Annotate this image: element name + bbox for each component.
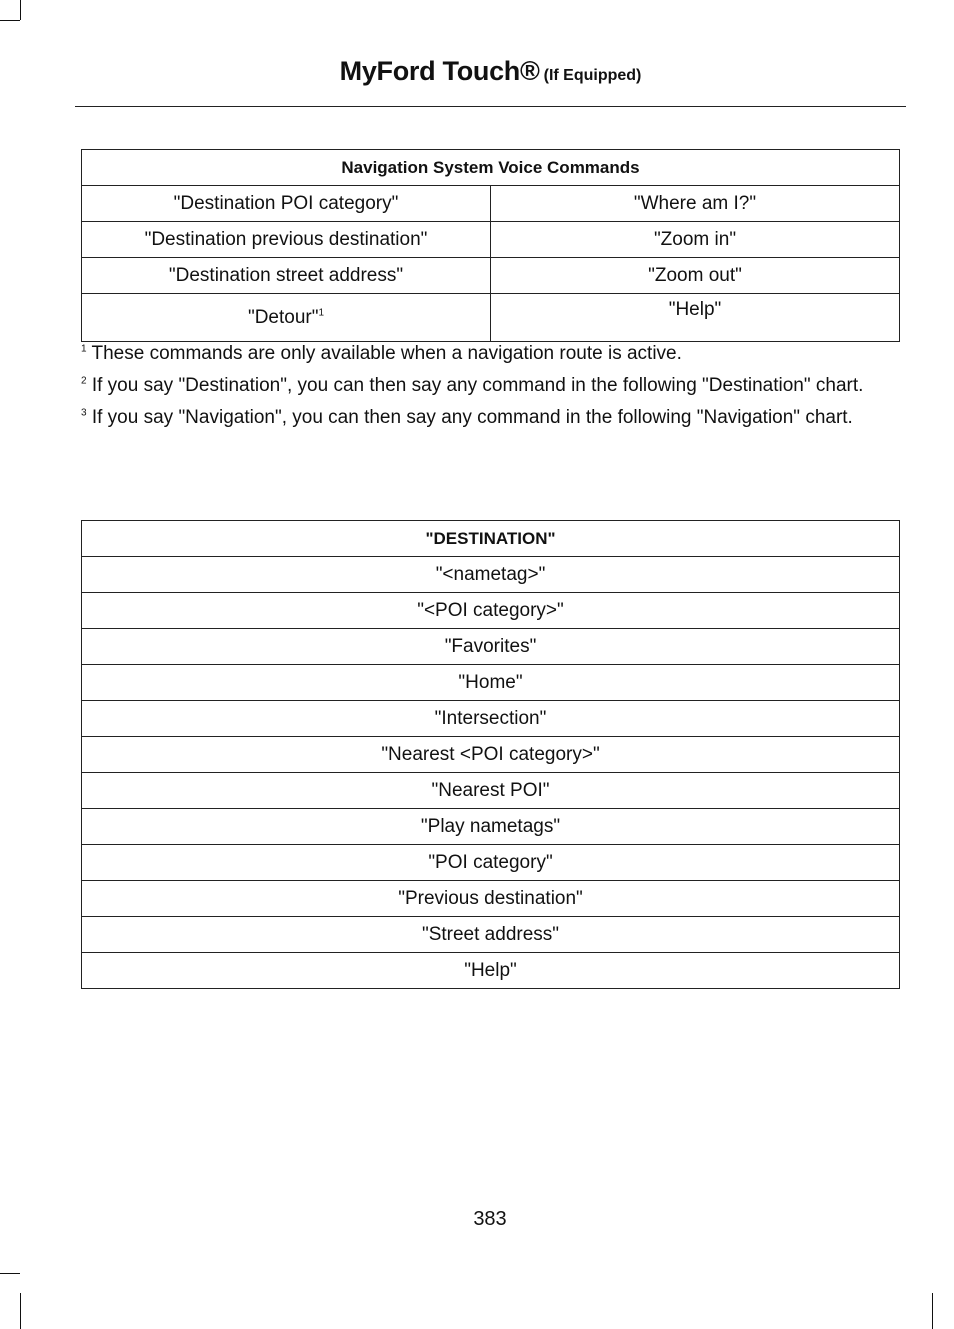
table-row: [82, 917, 900, 953]
table-row: [82, 809, 900, 845]
page-subtitle: (If Equipped): [543, 67, 642, 84]
footnote-mark: 1: [81, 343, 87, 355]
table-cell: [82, 294, 491, 342]
footnote-text: These commands are only available when a navigation route is active.: [91, 343, 682, 364]
table-heading: Navigation System Voice Commands: [82, 150, 900, 186]
page-header: [75, 56, 906, 107]
detour-command: "Detour": [247, 306, 319, 328]
table-row: [82, 881, 900, 917]
destination-commands-table: [81, 520, 900, 989]
page-title: MyFord Touch®: [339, 56, 540, 86]
table-cell: "Street address": [82, 917, 900, 953]
table-heading: "DESTINATION": [82, 521, 900, 557]
table-cell: "Destination previous destination": [82, 222, 491, 258]
footnote-text: If you say "Destination", you can then say any command in the following "Destination" chart.: [91, 375, 864, 396]
table-cell: "Zoom out": [491, 258, 900, 294]
footnote: [81, 374, 901, 398]
table-cell: "<POI category>": [82, 593, 900, 629]
crop-mark: [20, 0, 21, 20]
table-row: [82, 665, 900, 701]
table-cell: "Destination POI category": [82, 186, 491, 222]
table-cell: "Play nametags": [82, 809, 900, 845]
table-cell: "Nearest <POI category>": [82, 737, 900, 773]
footnote-mark: 3: [81, 407, 87, 419]
table-row: [82, 222, 900, 258]
crop-mark: [932, 1293, 933, 1329]
table-row: [82, 701, 900, 737]
table-cell: "Intersection": [82, 701, 900, 737]
footnotes: [81, 342, 901, 438]
table-cell: "<nametag>": [82, 557, 900, 593]
navigation-commands-table: [81, 149, 900, 342]
table-row: [82, 629, 900, 665]
table-row: [82, 258, 900, 294]
table-cell: "Zoom in": [491, 222, 900, 258]
table-cell: "POI category": [82, 845, 900, 881]
table-cell: "Where am I?": [491, 186, 900, 222]
table-row: [82, 186, 900, 222]
table-cell: "Home": [82, 665, 900, 701]
table-row: [82, 773, 900, 809]
table-cell: "Help": [491, 294, 900, 342]
crop-mark: [0, 1273, 20, 1274]
table-row: [82, 294, 900, 342]
table-row: [82, 845, 900, 881]
footnote-mark: 2: [81, 375, 87, 387]
table-cell: "Nearest POI": [82, 773, 900, 809]
table-row: [82, 557, 900, 593]
crop-mark: [20, 1293, 21, 1329]
table-row: [82, 737, 900, 773]
table-cell: "Destination street address": [82, 258, 491, 294]
table-row: [82, 593, 900, 629]
footnote-text: If you say "Navigation", you can then say any command in the following "Navigation" chart.: [91, 407, 853, 428]
table-cell: "Help": [82, 953, 900, 989]
footnote: [81, 342, 901, 366]
footnote: [81, 406, 901, 430]
page-number: 383: [473, 1208, 507, 1230]
footnote-mark: 1: [318, 307, 325, 319]
crop-mark: [0, 20, 20, 21]
table-cell: "Favorites": [82, 629, 900, 665]
table-cell: "Previous destination": [82, 881, 900, 917]
table-row: [82, 953, 900, 989]
